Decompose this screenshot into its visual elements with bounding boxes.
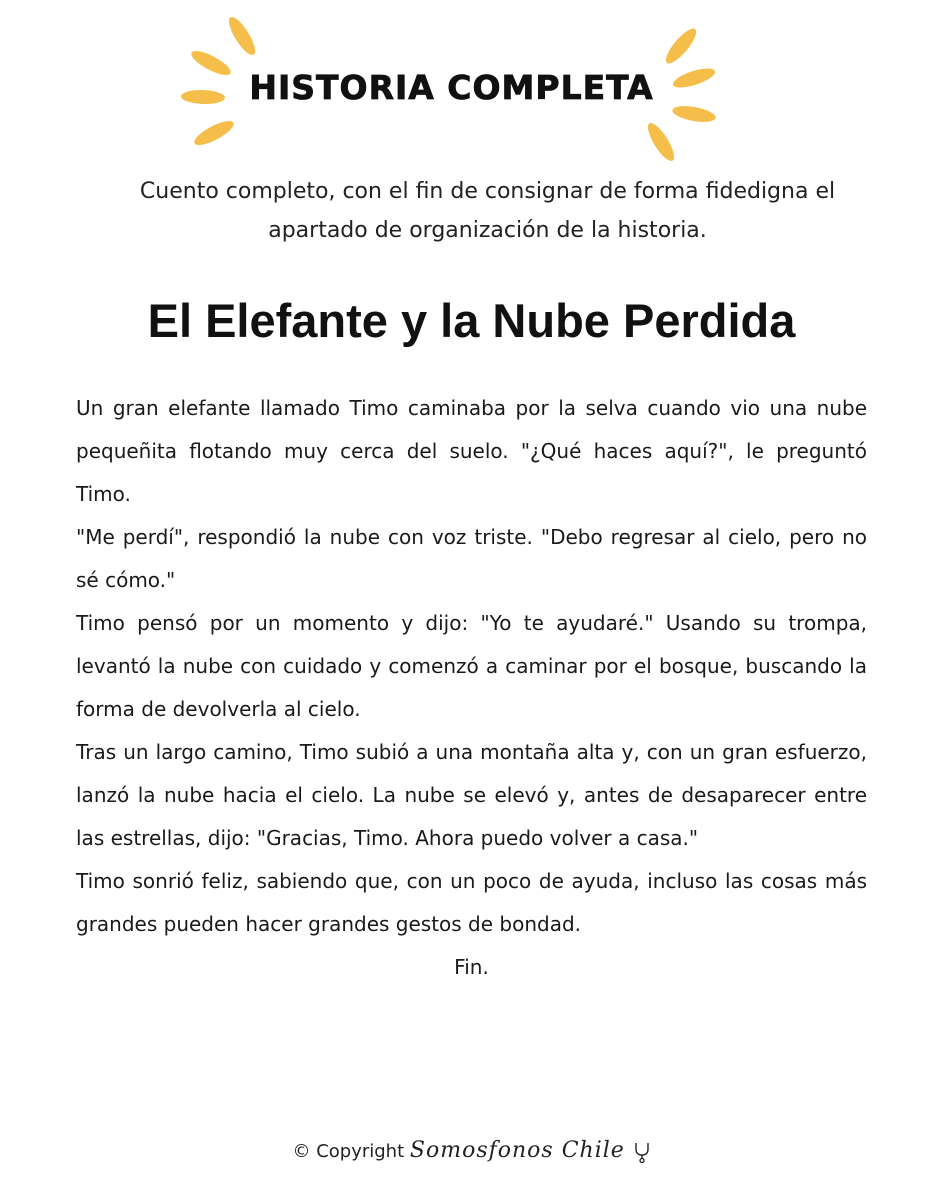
story-paragraph: Timo sonrió feliz, sabiendo que, con un poco de ayuda, incluso las cosas más grandes pueden hacer grandes gestos de bondad. bbox=[76, 869, 867, 936]
subtitle: Cuento completo, con el fin de consignar de forma fidedigna el apartado de organización de la historia. bbox=[139, 179, 836, 243]
header-title: HISTORIA COMPLETA bbox=[249, 68, 654, 107]
ray-left-1 bbox=[224, 14, 259, 59]
story-paragraph: Timo pensó por un momento y dijo: "Yo te ayudaré." Usando su trompa, levantó la nube con cuidado y comenzó a caminar por el bosque, buscando la forma de devolverla al cielo. bbox=[76, 611, 867, 721]
header bbox=[0, 0, 943, 170]
brand-name: Somosfonos Chile bbox=[409, 1138, 625, 1163]
story-title: El Elefante y la Nube Perdida bbox=[147, 294, 796, 347]
ray-right-1 bbox=[661, 25, 700, 68]
stethoscope-icon bbox=[633, 1141, 651, 1163]
story-paragraph: Tras un largo camino, Timo subió a una montaña alta y, con un gran esfuerzo, lanzó la nube hacia el cielo. La nube se elevó y, antes de desaparecer entre las estrellas, dijo: "Gracias, Timo. Ahora puedo volver a casa." bbox=[76, 740, 867, 850]
copyright-text: © Copyright bbox=[292, 1141, 405, 1162]
story-paragraph: Un gran elefante llamado Timo caminaba por la selva cuando vio una nube pequeñita flotando muy cerca del suelo. "¿Qué haces aquí?", le preguntó Timo. bbox=[76, 396, 867, 506]
footer bbox=[0, 1138, 943, 1163]
story-paragraph: "Me perdí", respondió la nube con voz triste. "Debo regresar al cielo, pero no sé cómo." bbox=[76, 525, 867, 592]
story-body bbox=[76, 387, 867, 989]
ray-right-4 bbox=[643, 120, 678, 165]
story-ending: Fin. bbox=[454, 955, 489, 979]
ray-left-4 bbox=[191, 116, 236, 149]
